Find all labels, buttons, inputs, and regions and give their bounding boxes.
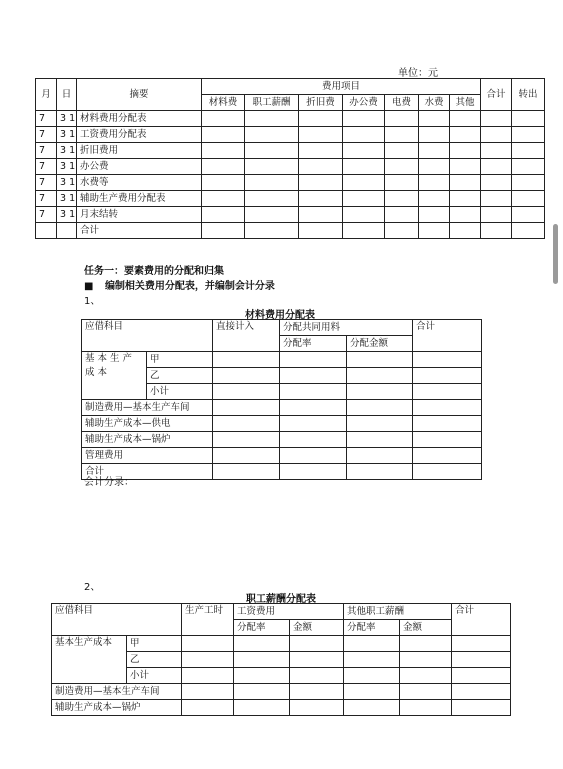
table-row [36, 127, 545, 143]
header-total: 合计 [452, 604, 511, 636]
header-expense-items: 费用项目 [202, 79, 481, 95]
cell-product-a: 甲 [127, 636, 182, 652]
header-rate: 分配率 [280, 336, 347, 352]
cell-basic-production: 基本生产成本 [52, 636, 127, 684]
cell-product-b: 乙 [127, 652, 182, 668]
cell-product-a: 甲 [147, 352, 213, 368]
header-wage-rate: 分配率 [234, 620, 290, 636]
header-day: 日 [57, 79, 77, 111]
header-hours: 生产工时 [182, 604, 234, 636]
header-summary: 摘要 [77, 79, 202, 111]
material-table-title: 材料费用分配表 [245, 310, 315, 321]
header-water: 水费 [419, 95, 450, 111]
table-row [36, 143, 545, 159]
journal-entries-label: 会计分录： [84, 477, 134, 488]
cell-material-total: 合计 [82, 464, 213, 480]
cell-month: 7 [36, 159, 57, 175]
header-amount: 分配金额 [347, 336, 413, 352]
header-depreciation: 折旧费 [299, 95, 343, 111]
material-allocation-table [81, 319, 482, 480]
cell-subtotal: 小计 [127, 668, 182, 684]
header-electricity: 电费 [385, 95, 419, 111]
cell-month: 7 [36, 143, 57, 159]
cell-day: 3 1 [57, 159, 77, 175]
task-subtitle: 编制相关费用分配表，并编制会计分录 [104, 281, 275, 292]
cell-aux-power: 辅助生产成本—供电 [82, 416, 213, 432]
cell-day: 3 1 [57, 175, 77, 191]
cell-day: 3 1 [57, 191, 77, 207]
header-other-amount: 金额 [400, 620, 452, 636]
square-bullet-icon: ■ [84, 281, 94, 292]
cell-manufacturing-overhead: 制造费用—基本生产车间 [82, 400, 213, 416]
header-month: 月 [36, 79, 57, 111]
cell-basic-production: 基 本 生 产 成 本 [82, 352, 147, 400]
cell-month: 7 [36, 111, 57, 127]
header-transfer: 转出 [512, 79, 545, 111]
cell-day: 3 1 [57, 127, 77, 143]
section-number-2: 2、 [84, 582, 101, 593]
header-wage-amount: 金额 [290, 620, 344, 636]
header-other-benefits: 其他职工薪酬 [344, 604, 452, 620]
header-shared: 分配共同用料 [280, 320, 413, 336]
cell-summary: 月末结转 [77, 207, 202, 223]
header-wage-cost: 工资费用 [234, 604, 344, 620]
header-total: 合计 [481, 79, 512, 111]
cell-month: 7 [36, 175, 57, 191]
table-row [36, 191, 545, 207]
header-material: 材料费 [202, 95, 245, 111]
cell-manufacturing-overhead: 制造费用—基本生产车间 [52, 684, 182, 700]
cell-product-b: 乙 [147, 368, 213, 384]
table-row [36, 207, 545, 223]
table-row [36, 159, 545, 175]
section-number-1: 1、 [84, 296, 101, 307]
header-office: 办公费 [343, 95, 385, 111]
wage-allocation-table [51, 603, 511, 716]
cell-summary: 水费等 [77, 175, 202, 191]
cell-aux-boiler: 辅助生产成本—锅炉 [82, 432, 213, 448]
table-row [36, 111, 545, 127]
cell-subtotal: 小计 [147, 384, 213, 400]
wage-table-title: 职工薪酬分配表 [246, 594, 316, 605]
table-row-total [36, 223, 545, 239]
expense-ledger-table [35, 78, 545, 239]
cell-summary-total: 合计 [77, 223, 202, 239]
cell-admin-expense: 管理费用 [82, 448, 213, 464]
cell-summary: 辅助生产费用分配表 [77, 191, 202, 207]
header-other-rate: 分配率 [344, 620, 400, 636]
header-account: 应借科目 [52, 604, 182, 636]
cell-month: 7 [36, 127, 57, 143]
header-other: 其他 [450, 95, 481, 111]
cell-day: 3 1 [57, 111, 77, 127]
header-direct: 直接计入 [213, 320, 280, 352]
cell-day: 3 1 [57, 207, 77, 223]
task-title: 任务一：要素费用的分配和归集 [84, 266, 224, 277]
cell-month: 7 [36, 207, 57, 223]
table-row [36, 175, 545, 191]
header-account: 应借科目 [82, 320, 213, 352]
task-subtitle-row [84, 277, 275, 292]
cell-summary: 办公费 [77, 159, 202, 175]
header-total: 合计 [413, 320, 482, 352]
vertical-scrollbar[interactable] [553, 224, 558, 284]
header-wages: 职工薪酬 [245, 95, 299, 111]
cell-aux-boiler: 辅助生产成本—锅炉 [52, 700, 182, 716]
cell-month: 7 [36, 191, 57, 207]
cell-summary: 折旧费用 [77, 143, 202, 159]
cell-day: 3 1 [57, 143, 77, 159]
cell-summary: 材料费用分配表 [77, 111, 202, 127]
unit-label: 单位：元 [398, 68, 438, 79]
cell-summary: 工资费用分配表 [77, 127, 202, 143]
